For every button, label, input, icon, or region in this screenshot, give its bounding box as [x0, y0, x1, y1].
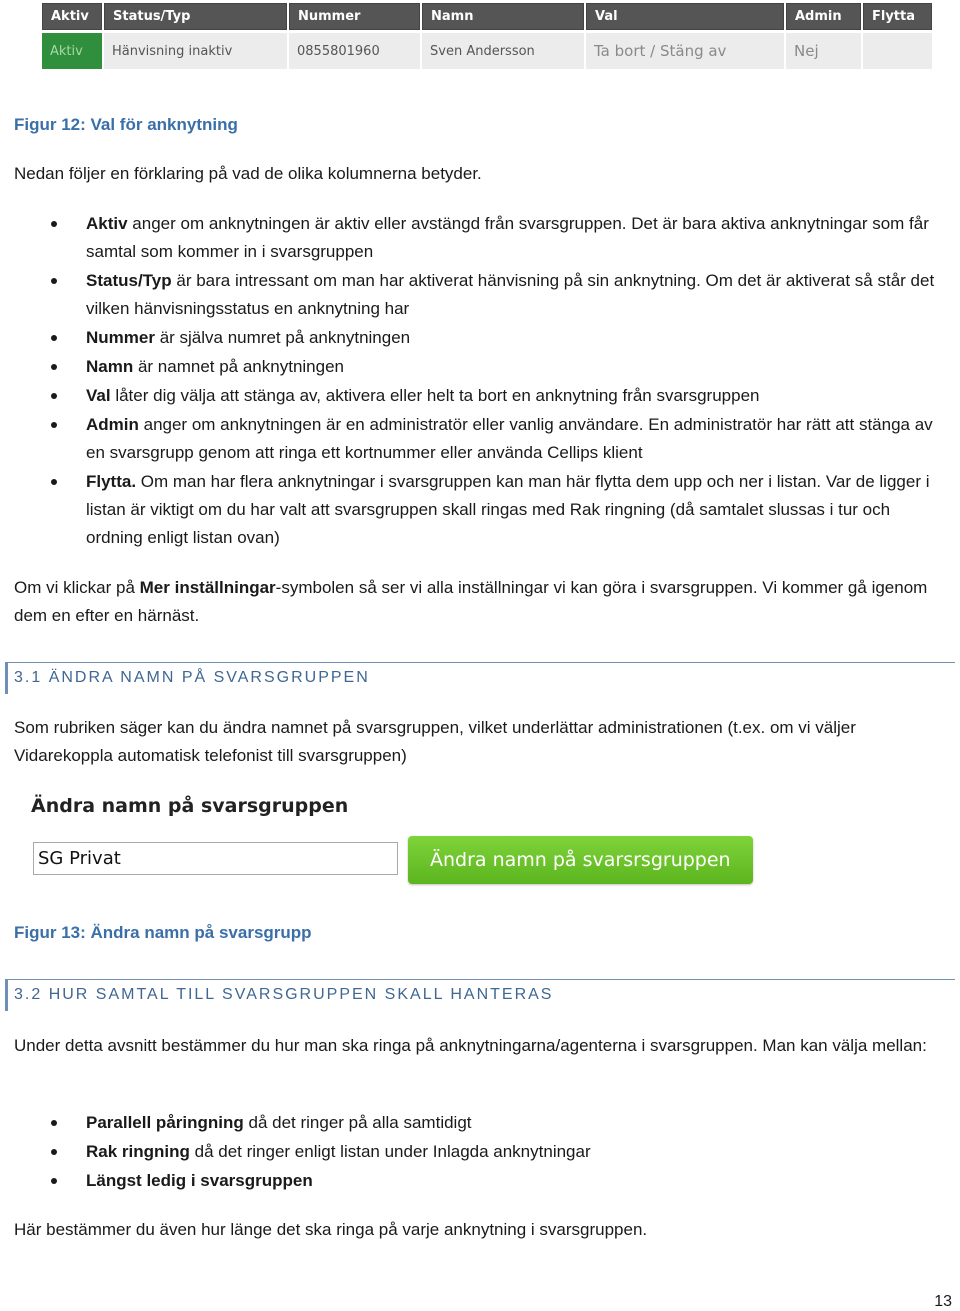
col-header-nummer: Nummer	[289, 3, 420, 30]
bullet-icon	[51, 1120, 57, 1126]
move-cell[interactable]	[863, 30, 932, 69]
col-header-namn: Namn	[422, 3, 584, 30]
intro-text: Nedan följer en förklaring på vad de olika kolumnerna betyder.	[14, 164, 482, 183]
closing-text: Här bestämmer du även hur länge det ska ringa på varje anknytning i svarsgruppen.	[14, 1220, 648, 1239]
section-3-2-text: Under detta avsnitt bestämmer du hur man ska ringa på anknytningarna/agenterna i svarsgruppen. Man kan välja mellan:	[14, 1036, 927, 1055]
list-item: Parallell påringning då det ringer på alla samtidigt	[14, 1109, 949, 1137]
ringing-modes-list	[14, 1109, 949, 1196]
bullet-icon	[51, 479, 57, 485]
extensions-table-screenshot	[40, 3, 934, 69]
list-item: Val låter dig välja att stänga av, aktivera eller helt ta bort en anknytning från svarsgruppen	[14, 382, 949, 410]
number-cell: 0855801960	[289, 30, 420, 69]
section-3-1-text: Som rubriken säger kan du ändra namnet på svarsgruppen, vilket underlättar administrationen (t.ex. om vi väljer Vidarekoppla automatisk telefonist till svarsgruppen)	[14, 718, 856, 765]
figure-13-caption: Figur 13: Ändra namn på svarsgrupp	[14, 923, 312, 942]
remove-disable-link[interactable]: Ta bort / Stäng av	[586, 30, 784, 69]
col-header-admin: Admin	[786, 3, 861, 30]
group-name-input[interactable]: SG Privat	[33, 842, 398, 875]
admin-cell: Nej	[786, 30, 861, 69]
col-header-status: Status/Typ	[104, 3, 287, 30]
bullet-icon	[51, 278, 57, 284]
col-header-val: Val	[586, 3, 784, 30]
rename-group-button[interactable]: Ändra namn på svarsrsgruppen	[408, 836, 753, 884]
more-settings-text: Om vi klickar på Mer inställningar-symbolen så ser vi alla inställningar vi kan göra i svarsgruppen. Vi kommer gå igenom dem en efter en härnäst.	[14, 578, 928, 625]
bullet-icon	[51, 335, 57, 341]
list-item: Flytta. Om man har flera anknytningar i svarsgruppen kan man här flytta dem upp och ner i listan. Var de ligger i listan är viktigt om du har valt att svarsgruppen skall ringas med Rak ringning (då samtalet slussas i tur och ordning enligt listan ovan)	[14, 468, 949, 552]
table-row	[42, 30, 932, 69]
status-cell: Hänvisning inaktiv	[104, 30, 287, 69]
col-header-aktiv: Aktiv	[42, 3, 102, 30]
bullet-icon	[51, 1178, 57, 1184]
page-number: 13	[934, 1293, 952, 1310]
rename-group-title: Ändra namn på svarsgruppen	[31, 795, 349, 817]
section-3-1-heading: 3.1 ÄNDRA NAMN PÅ SVARSGRUPPEN	[5, 662, 955, 694]
table-header-row	[42, 3, 932, 30]
figure-12-caption: Figur 12: Val för anknytning	[14, 115, 238, 134]
list-item: Längst ledig i svarsgruppen	[14, 1167, 949, 1195]
col-header-flytta: Flytta	[863, 3, 932, 30]
list-item: Aktiv anger om anknytningen är aktiv eller avstängd från svarsgruppen. Det är bara aktiva anknytningar som får samtal som kommer in i svarsgruppen	[14, 210, 949, 266]
active-toggle[interactable]: Aktiv	[42, 30, 102, 69]
section-3-2-heading: 3.2 HUR SAMTAL TILL SVARSGRUPPEN SKALL HANTERAS	[5, 979, 955, 1011]
list-item: Admin anger om anknytningen är en administratör eller vanlig användare. En administratör har rätt att stänga av en svarsgrupp genom att ringa ett kortnummer eller använda Cellips klient	[14, 411, 949, 467]
bullet-icon	[51, 1149, 57, 1155]
list-item: Namn är namnet på anknytningen	[14, 353, 949, 381]
name-cell: Sven Andersson	[422, 30, 584, 69]
columns-bullet-list	[14, 210, 949, 553]
list-item: Nummer är själva numret på anknytningen	[14, 324, 949, 352]
bullet-icon	[51, 422, 57, 428]
bullet-icon	[51, 364, 57, 370]
bullet-icon	[51, 221, 57, 227]
bullet-icon	[51, 393, 57, 399]
list-item: Status/Typ är bara intressant om man har aktiverat hänvisning på sin anknytning. Om det är aktiverat så står det vilken hänvisningsstatus en anknytning har	[14, 267, 949, 323]
list-item: Rak ringning då det ringer enligt listan under Inlagda anknytningar	[14, 1138, 949, 1166]
